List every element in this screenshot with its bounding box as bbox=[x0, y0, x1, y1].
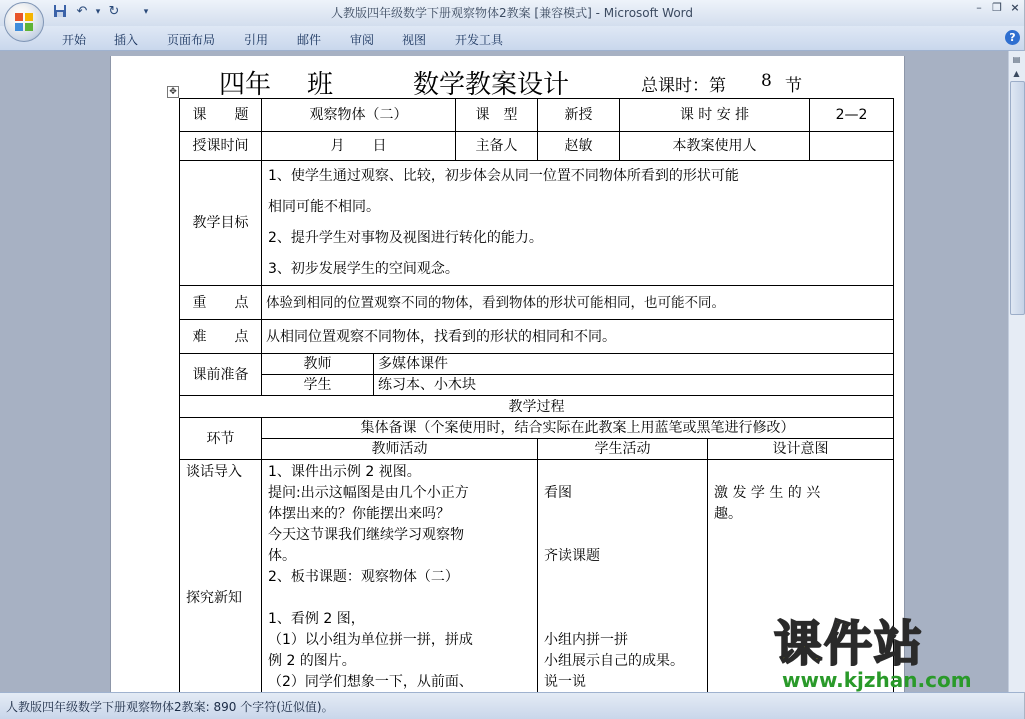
office-logo-icon bbox=[14, 12, 34, 32]
stage-explore: 探究新知 bbox=[186, 590, 242, 606]
stage-blank bbox=[186, 567, 257, 588]
teacher-line: 体。 bbox=[268, 548, 296, 564]
design-line bbox=[714, 462, 889, 483]
student-line: 齐读课题 bbox=[544, 548, 600, 564]
table-move-handle-icon[interactable]: ✥ bbox=[167, 86, 179, 98]
teacher-line: 提问:出示这幅图是由几个小正方 bbox=[268, 485, 469, 501]
student-line: 看图 bbox=[544, 485, 572, 501]
goal-line: 相同可能不相同。 bbox=[268, 199, 380, 215]
goal-line: 3、初步发展学生的空间观念。 bbox=[268, 261, 459, 277]
redo-icon[interactable]: ↻ bbox=[108, 4, 120, 19]
title-bar bbox=[0, 0, 1024, 27]
collective-label: 集体备课（个案使用时，结合实际在此教案上用蓝笔或黑笔进行修改） bbox=[262, 418, 894, 439]
scrollbar-thumb[interactable] bbox=[1010, 81, 1025, 315]
design-label: 设计意图 bbox=[708, 439, 894, 460]
header-total-label: 总课时：第 bbox=[641, 76, 726, 96]
restore-icon[interactable]: ❐ bbox=[992, 1, 1002, 14]
watermark-title: 课件站 bbox=[774, 616, 925, 672]
header-class: 班 bbox=[307, 70, 334, 100]
key-value[interactable]: 体验到相同的位置观察不同的物体，看到物体的形状可能相同，也可能不同。 bbox=[262, 286, 894, 320]
document-area bbox=[0, 51, 1008, 692]
teacher-line bbox=[268, 588, 533, 609]
tab-review[interactable]: 审阅 bbox=[350, 33, 375, 47]
prep-student-label: 学生 bbox=[262, 375, 374, 396]
stage-blank bbox=[186, 546, 257, 567]
teacher-line: 1、课件出示例 2 视图。 bbox=[268, 464, 421, 480]
teacher-line: 2、板书课题：观察物体（二） bbox=[268, 569, 459, 585]
close-icon[interactable]: × bbox=[1010, 1, 1020, 14]
goals-cell[interactable] bbox=[262, 161, 894, 286]
type-label: 课 型 bbox=[456, 99, 538, 132]
student-activity-cell[interactable] bbox=[538, 460, 708, 715]
schedule-label: 课 时 安 排 bbox=[620, 99, 810, 132]
schedule-value[interactable]: 2—2 bbox=[810, 99, 894, 132]
goal-line: 1、使学生通过观察、比较，初步体会从同一位置不同物体所看到的形状可能 bbox=[268, 168, 739, 184]
goals-label: 教学目标 bbox=[180, 161, 262, 286]
stage-blank bbox=[186, 504, 257, 525]
teacher-activity-label: 教师活动 bbox=[262, 439, 538, 460]
user-label: 本教案使用人 bbox=[620, 132, 810, 161]
user-value[interactable] bbox=[810, 132, 894, 161]
stage-blank bbox=[186, 525, 257, 546]
stage-blank bbox=[186, 651, 257, 672]
time-value[interactable]: 月 日 bbox=[262, 132, 456, 161]
stage-cell[interactable] bbox=[180, 460, 262, 715]
stage-blank bbox=[186, 672, 257, 693]
preparer-value[interactable]: 赵敏 bbox=[538, 132, 620, 161]
ruler-toggle-icon[interactable]: ▤ bbox=[1012, 55, 1021, 64]
teacher-activity-cell[interactable] bbox=[262, 460, 538, 715]
goal-line: 2、提升学生对事物及视图进行转化的能力。 bbox=[268, 230, 543, 246]
table-row bbox=[180, 418, 894, 439]
table-row bbox=[180, 354, 894, 375]
table-row bbox=[180, 286, 894, 320]
status-text: 人教版四年级数学下册观察物体2教案: 890 个字符(近似值)。 bbox=[6, 700, 334, 714]
student-line: 小组展示自己的成果。 bbox=[544, 653, 684, 669]
minimize-icon[interactable]: – bbox=[976, 1, 982, 14]
difficulty-label: 难 点 bbox=[180, 320, 262, 354]
vertical-scrollbar[interactable] bbox=[1008, 51, 1025, 692]
prep-teacher-value[interactable]: 多媒体课件 bbox=[374, 354, 894, 375]
watermark-logo bbox=[772, 616, 1012, 692]
scroll-up-icon[interactable]: ▲ bbox=[1013, 69, 1020, 78]
student-line bbox=[544, 462, 703, 483]
design-line: 趣。 bbox=[714, 506, 742, 522]
tab-view[interactable]: 视图 bbox=[402, 33, 427, 47]
header-title: 数学教案设计 bbox=[413, 70, 570, 100]
window-title: 人教版四年级数学下册观察物体2教案 [兼容模式] - Microsoft Word bbox=[330, 6, 694, 20]
tab-insert[interactable]: 插入 bbox=[114, 33, 139, 47]
help-icon[interactable]: ? bbox=[1005, 30, 1020, 45]
prep-label: 课前准备 bbox=[180, 354, 262, 396]
header-grade: 四年 bbox=[219, 70, 272, 100]
stage-intro: 谈话导入 bbox=[186, 464, 242, 480]
stage-label: 环节 bbox=[180, 418, 262, 460]
student-line bbox=[544, 504, 703, 525]
teacher-line: 今天这节课我们继续学习观察物 bbox=[268, 527, 464, 543]
table-row bbox=[180, 439, 894, 460]
tab-page-layout[interactable]: 页面布局 bbox=[167, 33, 216, 47]
student-line bbox=[544, 525, 703, 546]
table-row bbox=[180, 132, 894, 161]
header-total-unit: 节 bbox=[785, 76, 802, 96]
teacher-line: （2）同学们想象一下，从前面、 bbox=[268, 674, 473, 690]
table-row bbox=[180, 99, 894, 132]
table-row bbox=[180, 161, 894, 286]
teacher-line: （1）以小组为单位拼一拼，拼成 bbox=[268, 632, 473, 648]
table-row bbox=[180, 396, 894, 418]
design-line: 激 发 学 生 的 兴 bbox=[714, 485, 821, 501]
prep-teacher-label: 教师 bbox=[262, 354, 374, 375]
topic-value[interactable]: 观察物体（二） bbox=[262, 99, 456, 132]
student-activity-label: 学生活动 bbox=[538, 439, 708, 460]
type-value[interactable]: 新授 bbox=[538, 99, 620, 132]
ribbon-tabs bbox=[0, 26, 1024, 51]
tab-references[interactable]: 引用 bbox=[244, 33, 269, 47]
undo-dropdown-icon[interactable]: ▾ bbox=[95, 7, 101, 17]
student-line: 说一说 bbox=[544, 674, 586, 690]
tab-home[interactable]: 开始 bbox=[62, 33, 87, 47]
stage-blank bbox=[186, 483, 257, 504]
teacher-line: 体摆出来的？你能摆出来吗？ bbox=[268, 506, 450, 522]
stage-blank bbox=[186, 630, 257, 651]
student-line bbox=[544, 609, 703, 630]
customize-toolbar-icon[interactable]: ▾ bbox=[143, 7, 149, 17]
table-row bbox=[180, 375, 894, 396]
key-label: 重 点 bbox=[180, 286, 262, 320]
stage-blank bbox=[186, 609, 257, 630]
teacher-line: 例 2 的图片。 bbox=[268, 653, 356, 669]
watermark-url: www.kjzhan.com bbox=[782, 668, 972, 692]
student-line: 小组内拼一拼 bbox=[544, 632, 628, 648]
header-total-value: 8 bbox=[761, 71, 772, 91]
difficulty-value[interactable]: 从相同位置观察不同物体，找看到的形状的相同和不同。 bbox=[262, 320, 894, 354]
status-bar bbox=[0, 692, 1024, 719]
undo-icon[interactable]: ↶ bbox=[76, 4, 88, 19]
preparer-label: 主备人 bbox=[456, 132, 538, 161]
time-label: 授课时间 bbox=[180, 132, 262, 161]
student-line bbox=[544, 588, 703, 609]
student-line bbox=[544, 567, 703, 588]
topic-label: 课 题 bbox=[180, 99, 262, 132]
tab-mailings[interactable]: 邮件 bbox=[297, 33, 322, 47]
prep-student-value[interactable]: 练习本、小木块 bbox=[374, 375, 894, 396]
table-row bbox=[180, 320, 894, 354]
process-label: 教学过程 bbox=[180, 396, 894, 418]
office-button[interactable] bbox=[4, 2, 44, 42]
teacher-line: 1、看例 2 图， bbox=[268, 611, 365, 627]
tab-developer[interactable]: 开发工具 bbox=[455, 33, 504, 47]
